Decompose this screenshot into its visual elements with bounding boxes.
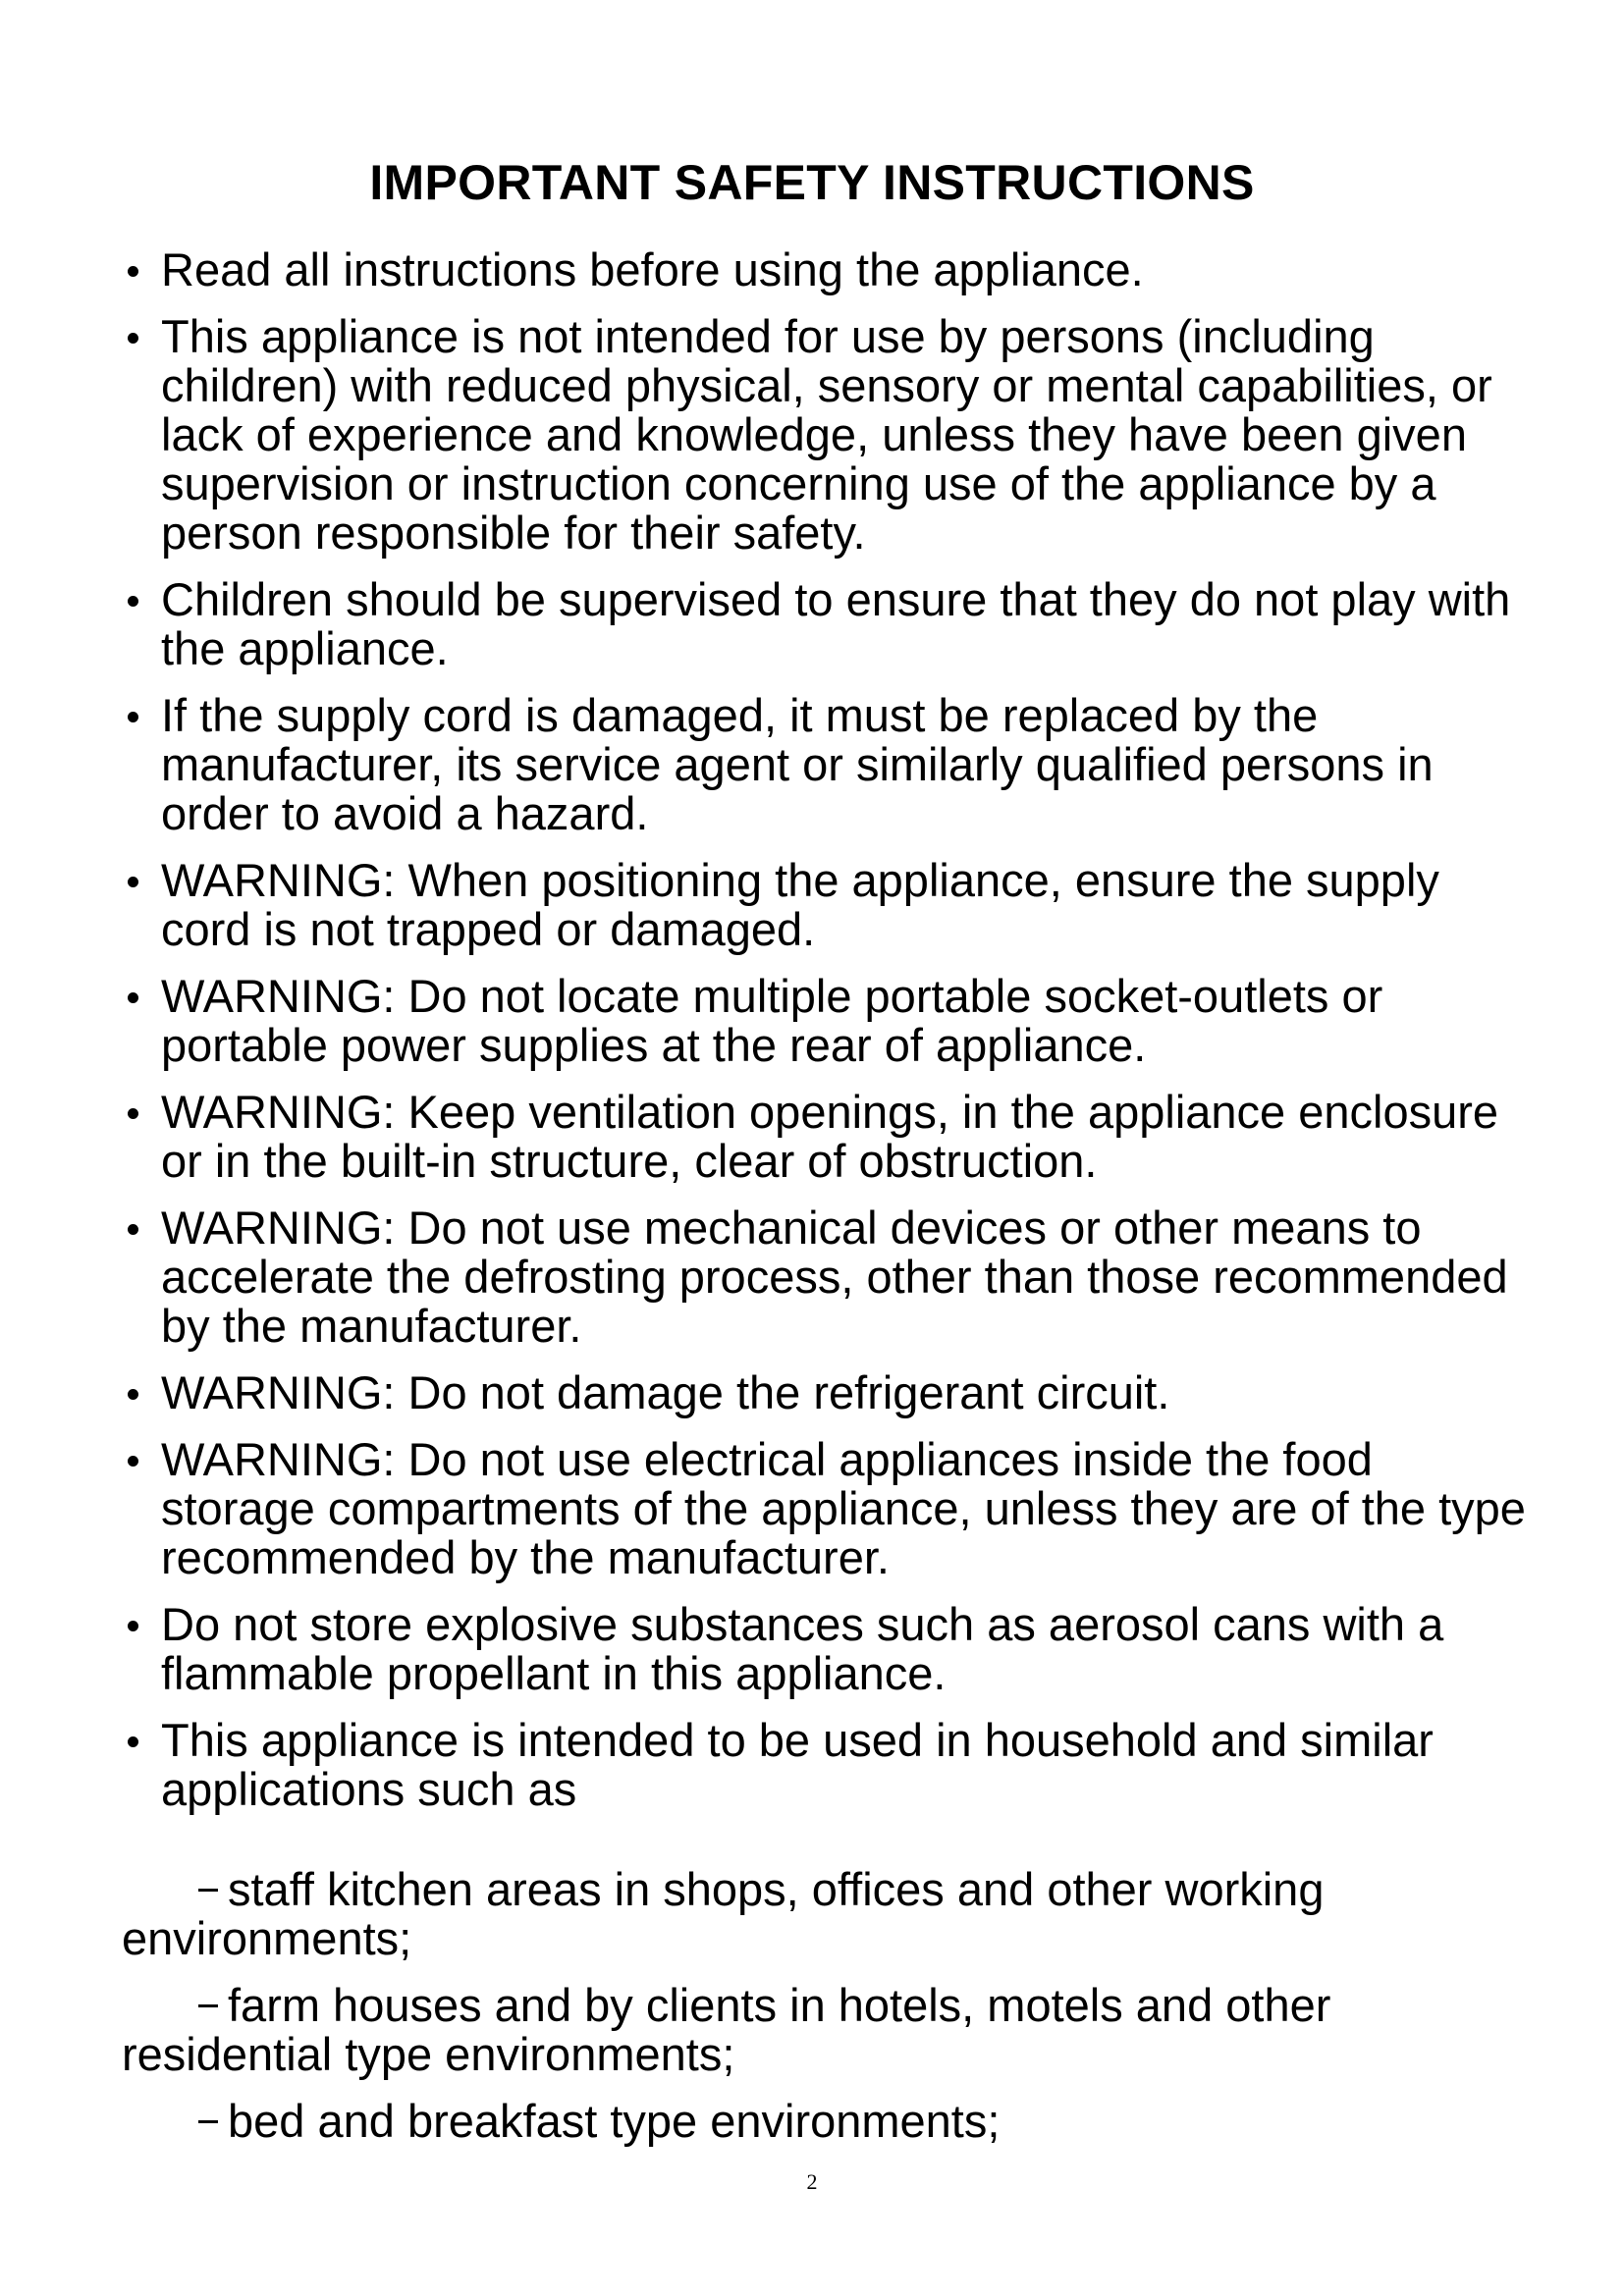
safety-instructions-list	[122, 245, 1536, 1832]
list-item	[122, 1600, 1536, 1698]
dash-icon	[198, 2004, 218, 2007]
application-item	[122, 2097, 1536, 2146]
bullet-icon	[128, 333, 138, 344]
bullet-icon	[128, 266, 138, 277]
list-item	[122, 312, 1536, 558]
application-item	[122, 1981, 1536, 2079]
list-item	[122, 575, 1536, 673]
bullet-icon	[128, 596, 138, 607]
instruction-text: WARNING: Keep ventilation openings, in the appliance enclosure or in the built-in structure, clear of obstruction.	[161, 1086, 1499, 1187]
list-item	[122, 1435, 1536, 1582]
instruction-text: WARNING: Do not use electrical appliances inside the food storage compartments of the appliance, unless they are of the type recommended by the manufacturer.	[161, 1433, 1526, 1583]
instruction-text: WARNING: Do not use mechanical devices or other means to accelerate the defrosting process, other than those recommended by the manufacturer.	[161, 1201, 1508, 1352]
instruction-text: This appliance is not intended for use by persons (including children) with reduced physical, sensory or mental capabilities, or lack of experience and knowledge, unless they have been given supervision or instruction concerning use of the appliance by a person responsible for their safety.	[161, 310, 1492, 559]
application-text: staff kitchen areas in shops, offices and other working environments;	[122, 1863, 1325, 1964]
list-item	[122, 856, 1536, 954]
page-title: IMPORTANT SAFETY INSTRUCTIONS	[369, 155, 1255, 210]
application-item	[122, 1865, 1536, 1963]
instruction-text: WARNING: Do not locate multiple portable socket-outlets or portable power supplies at the rear of appliance.	[161, 970, 1383, 1071]
application-list	[122, 1865, 1536, 2163]
list-item	[122, 1368, 1536, 1417]
page-number: 2	[806, 2169, 818, 2194]
bullet-icon	[128, 1621, 138, 1631]
instruction-text: This appliance is intended to be used in household and similar applications such as	[161, 1714, 1434, 1815]
list-item	[122, 1716, 1536, 1814]
bullet-icon	[128, 1108, 138, 1119]
bullet-icon	[128, 1456, 138, 1467]
instruction-text: WARNING: When positioning the appliance, ensure the supply cord is not trapped or damaged.	[161, 854, 1439, 955]
instruction-text: Do not store explosive substances such as aerosol cans with a flammable propellant in this appliance.	[161, 1598, 1444, 1699]
instruction-text: Children should be supervised to ensure that they do not play with the appliance.	[161, 573, 1511, 674]
list-item	[122, 1203, 1536, 1351]
instruction-text: WARNING: Do not damage the refrigerant circuit.	[161, 1366, 1170, 1418]
instruction-text: Read all instructions before using the appliance.	[161, 243, 1144, 295]
bullet-icon	[128, 712, 138, 722]
list-item	[122, 972, 1536, 1070]
application-text: bed and breakfast type environments;	[228, 2095, 1001, 2147]
bullet-icon	[128, 992, 138, 1003]
dash-icon	[198, 1889, 218, 1892]
bullet-icon	[128, 1224, 138, 1235]
list-item	[122, 245, 1536, 294]
list-item	[122, 691, 1536, 838]
application-text: farm houses and by clients in hotels, motels and other residential type environments;	[122, 1979, 1331, 2080]
instruction-text: If the supply cord is damaged, it must be replaced by the manufacturer, its service agent or similarly qualified persons in order to avoid a hazard.	[161, 689, 1434, 839]
list-item	[122, 1088, 1536, 1186]
bullet-icon	[128, 1736, 138, 1747]
bullet-icon	[128, 1389, 138, 1400]
dash-icon	[198, 2120, 218, 2123]
bullet-icon	[128, 877, 138, 887]
